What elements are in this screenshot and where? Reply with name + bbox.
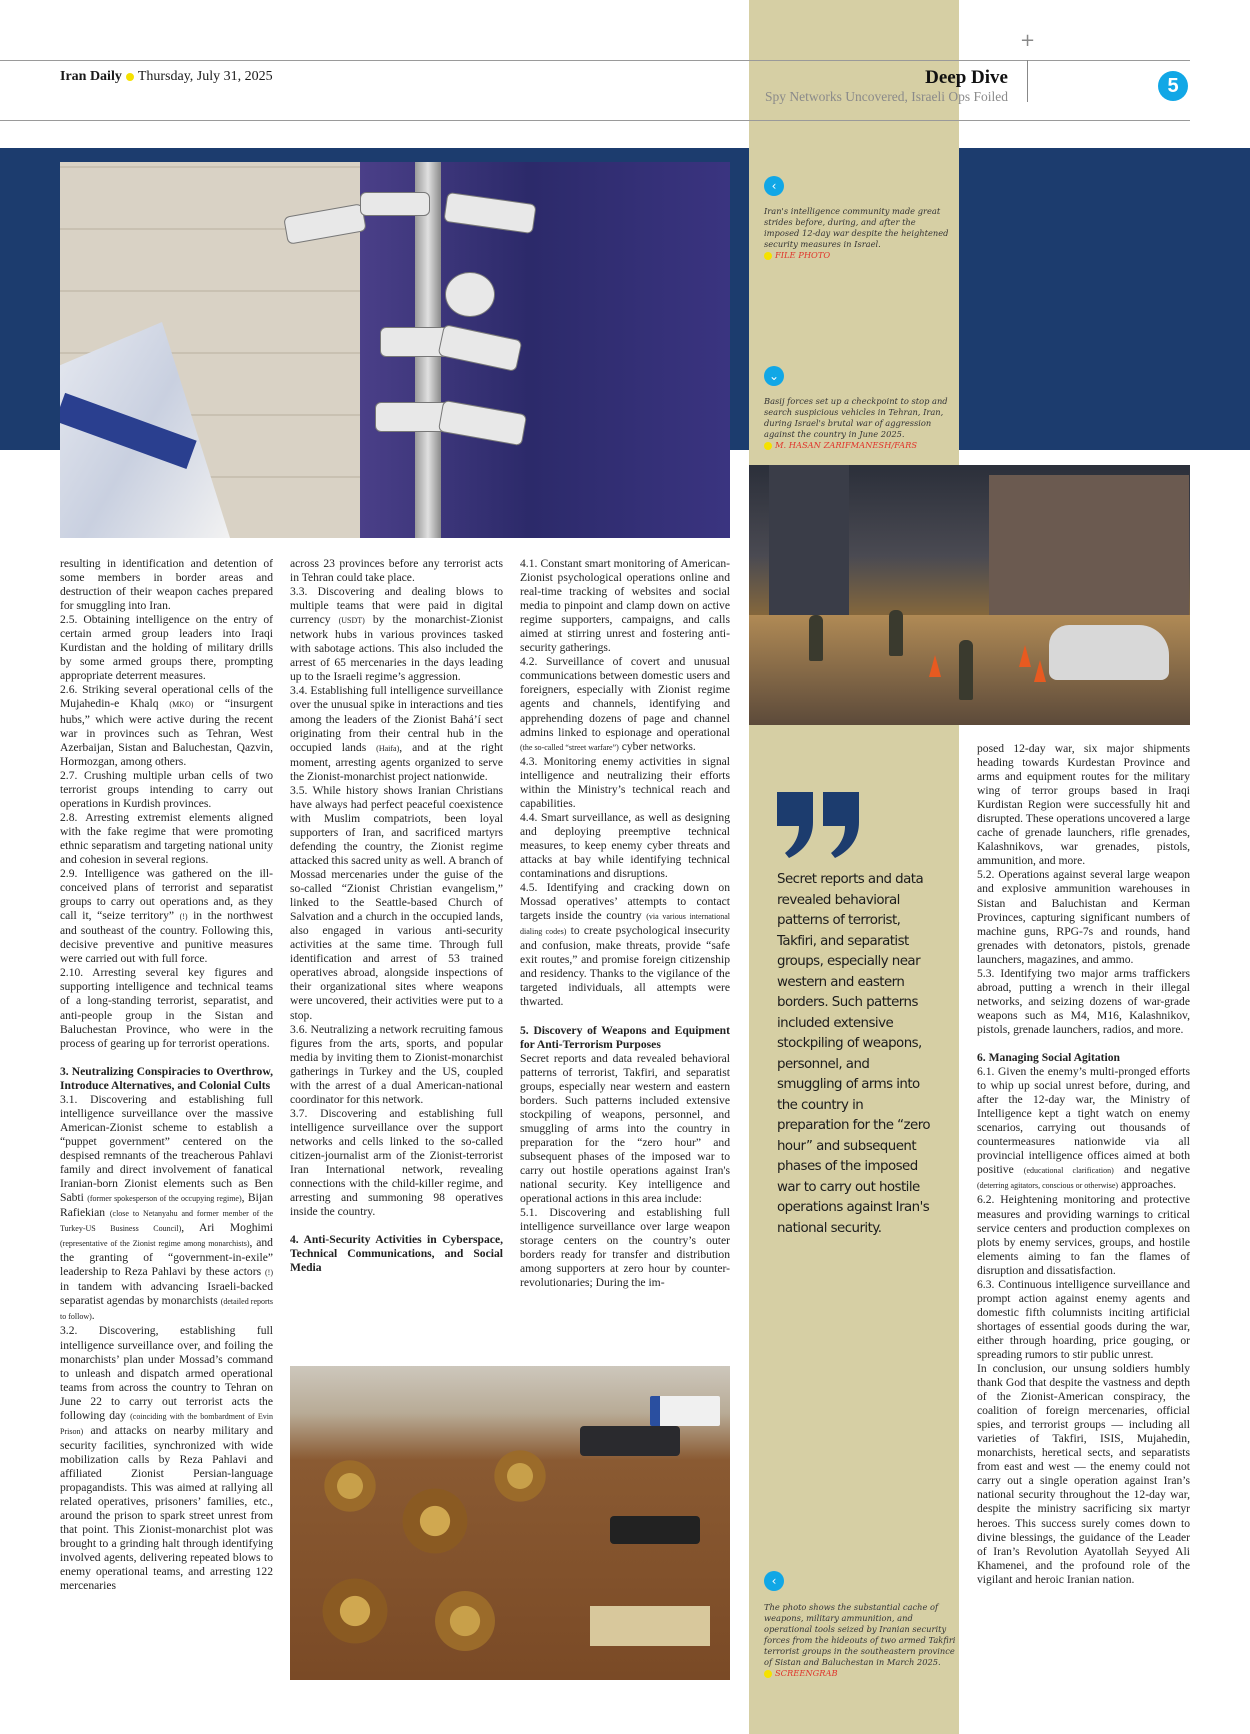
paragraph: 2.7. Crushing multiple urban cells of two terrorist groups intending to carry out operations in Kurdish provinces.	[60, 768, 273, 810]
paragraph: 5.1. Discovering and establishing full intelligence surveillance over large weapon storage centers on the country’s outer borders ready for transfer and distribution among supporters at zero hour by counter-revolutionaries; During the im-	[520, 1206, 730, 1290]
photo-weapons-cache	[290, 1366, 730, 1680]
text-run: and negative	[1113, 1163, 1190, 1177]
inline-note: (deterring agitators, conscious or otherwise)	[977, 1181, 1119, 1191]
text-run: and attacks on nearby military and security facilities, synchronized with wide mobilization calls by Reza Pahlavi and affiliated Zionist Persian-language propagandists. This was aimed at rallying all related operatives, prisoners’ families, etc., around the prison to spark street unrest from that point. This Zionist-monarchist plot was brought to a grinding halt through identifying involved agents, delivering repeated blows to enemy operational teams, and arresting 122 mercenaries	[60, 1423, 273, 1593]
photo-surveillance-cameras	[60, 162, 730, 538]
photo-caption	[764, 206, 949, 261]
inline-note: (the so-called “street warfare”)	[520, 742, 619, 752]
photo-caption	[764, 396, 949, 451]
header-top-rule	[0, 60, 1190, 61]
paragraph: 2.8. Arresting extremist elements aligned with the fake regime that were promoting ethnic separatism and targeting national unity and cohesion in several regions.	[60, 810, 273, 866]
paragraph	[60, 1093, 273, 1325]
text-run: 4.2. Surveillance of covert and unusual communications between domestic users and foreigners, especially with Zionist regime agents and channels, identifying and apprehending dozens of page and channel admins linked to espionage and operational	[520, 655, 730, 739]
inline-note: (via various international dialing codes)	[520, 912, 731, 937]
section-heading: 5. Discovery of Weapons and Equipment for Anti-Terrorism Purposes	[520, 1023, 730, 1051]
paragraph: 3.5. While history shows Iranian Christians have always had perfect peaceful coexistence with Muslim compatriots, been loyal supporters of Iran, and sacrificed martyrs defending the country, the Zionist regime attacked this sacred unity as well. A branch of Mossad mercenaries under the guise of the so-called “Zionist Christian evangelism,” linked to the Seattle-based Church of Salvation and a church in the occupied lands, also engaged in various anti-security activities at the same time. Through full identification and arrest of 53 trained operatives abroad, alongside inspections of their organizational sites where weapons were uncovered, their activities were put to a stop.	[290, 783, 503, 1022]
paper-name: Iran Daily	[60, 69, 122, 84]
paragraph: 3.6. Neutralizing a network recruiting famous figures from the arts, sports, and popular media by inviting them to Zionist-monarchist gatherings in Turkey and the US, coupled with the arrest of a dual American-national coordinator for this network.	[290, 1022, 503, 1106]
ammo-ring-shape	[320, 1576, 390, 1646]
header-bottom-rule	[0, 120, 1190, 121]
paragraph: 4.1. Constant smart monitoring of American-Zionist psychological operations online and real-time tracking of websites and social media to pinpoint and clamp down on active regime supporters, campaigns, and calls aimed at stirring unrest and fostering anti-security gatherings.	[520, 557, 730, 655]
text-run: , and at the right moment, arresting agents organized to serve the Zionist-monarchist project nationwide.	[290, 740, 503, 783]
bullet-dot-icon	[764, 1670, 772, 1678]
text-run: , Bijan Rafiekian	[60, 1191, 273, 1220]
person-shape	[959, 640, 973, 700]
photo-building-detail	[769, 465, 849, 615]
text-run: cyber networks.	[618, 739, 696, 753]
chevron-left-icon[interactable]: ‹	[764, 1571, 784, 1591]
documents-shape	[590, 1606, 710, 1646]
text-run: by the monarchist-Zionist network hubs in various provinces tasked with sabotage actions. This also included the arrest of 65 mercenaries in the days leading up to the Israeli regime’s aggression.	[290, 613, 503, 684]
paragraph: 3.7. Discovering and establishing full intelligence surveillance over the support networks and cells linked to the so-called citizen-journalist arm of the Zionist-terrorist Iran International network, revealing connections with the child-killer regime, and arresting and summoning 98 operatives inside the country.	[290, 1106, 503, 1219]
text-run: 2.9. Intelligence was gathered on the ill-conceived plans of terrorist and separatist groups to carry out operations and, as they call it, “seize territory”	[60, 867, 273, 923]
photo-building-detail	[989, 475, 1189, 615]
bullet-dot-icon	[126, 73, 134, 81]
quote-marks-icon	[775, 790, 865, 860]
license-plate-shape	[650, 1396, 720, 1426]
paragraph	[520, 655, 730, 754]
section-heading: 6. Managing Social Agitation	[977, 1050, 1121, 1064]
ammo-ring-shape	[430, 1586, 500, 1656]
inline-note: (coinciding with the bombardment of Evin Prison)	[60, 1411, 274, 1436]
text-run: approaches.	[1118, 1178, 1177, 1192]
credit-text: M. HASAN ZARIFMANESH/FARS	[775, 440, 918, 450]
camera-shape	[438, 400, 527, 446]
section-title: Deep Dive	[925, 67, 1008, 88]
navy-band	[959, 148, 1250, 450]
traffic-cone-shape	[1034, 660, 1046, 682]
ammo-ring-shape	[490, 1446, 550, 1506]
inline-note: (MKO)	[169, 700, 194, 710]
credit-text: FILE PHOTO	[775, 250, 831, 260]
chevron-down-icon[interactable]: ⌄	[764, 366, 784, 386]
text-run: 3.4. Establishing full intelligence surveillance over the unusual spike in interactions and ties among the leaders of the Zionist Bahá’í sect originating from their central hub in the occupied lands	[290, 684, 503, 754]
traffic-cone-shape	[1019, 645, 1031, 667]
text-run: 3.2. Discovering, establishing full intelligence surveillance over, and foiling the monarchists’ plan under Mossad’s command to unleash and dispatch armed operational teams from across the country to Tehran on June 22 to carry out terrorist acts the following day	[60, 1324, 273, 1422]
pistol-shape	[580, 1426, 680, 1456]
paragraph: Secret reports and data revealed behavioral patterns of terrorist, Takfiri, and separatist groups, especially near western and eastern borders. Such patterns included extensive stockpiling of weapons, personnel, and smuggling of arms into the country in preparation for the “zero hour” and subsequent phases of the imposed war to carry out hostile operations against Iran's national security. Key intelligence and operational actions in this area include:	[520, 1051, 730, 1206]
paragraph	[60, 1324, 273, 1593]
inline-note: (!)	[179, 912, 188, 922]
paragraph	[290, 684, 503, 783]
photo-checkpoint	[749, 465, 1190, 725]
inline-note: (representative of the Zionist regime among monarchists)	[60, 1239, 250, 1249]
text-run: , Ari Moghimi	[181, 1221, 274, 1235]
pull-quote: Secret reports and data revealed behavioral patterns of terrorist, Takfiri, and separatist groups, especially near western and eastern borders. Such patterns included extensive stockpiling of weapons, personnel, and smuggling of arms into the country in preparation for the “zero hour” and subsequent phases of the imposed war to carry out hostile operations against Iran's national security.	[777, 872, 931, 1236]
camera-shape	[438, 324, 523, 372]
paragraph: resulting in identification and detention of some members in border areas and destruction of their weapon caches prepared for smuggling into Iran.	[60, 557, 273, 613]
inline-note: (educational clarification)	[1023, 1166, 1114, 1176]
photo-credit	[764, 1668, 959, 1679]
issue-date: Thursday, July 31, 2025	[137, 69, 273, 84]
dome-camera-shape	[445, 272, 495, 317]
text-run: or “insurgent hubs,” which were active during the recent war in provinces such as Tehran, West Azerbaijan, Sistan and Baluchestan, Qazvin, Hormozgan, among others.	[60, 697, 273, 768]
text-run: .	[91, 1309, 95, 1323]
photo-caption	[764, 1602, 959, 1679]
text-run: 4.5. Identifying and cracking down on Mossad operatives’ attempts to contact targets inside the country	[520, 881, 730, 923]
paragraph: 6.2. Heightening monitoring and protective measures and providing warnings to critical service centers and production complexes on plots by enemy services, groups, and hostile elements aiming to fan the flames of disruption and dissatisfaction.	[977, 1193, 1190, 1277]
crop-plus-mark: +	[1020, 30, 1036, 51]
text-run: 6.1. Given the enemy’s multi-pronged efforts to whip up social unrest before, during, and after the 12-day war, the Ministry of Intelligence kept a tight watch on enemy scenarios, carrying out thousands of countermeasures nationwide via all provincial intelligence offices aimed at both positive	[977, 1065, 1190, 1177]
text-run: to create psychological insecurity and confusion, make threats, provide “safe exit routes,” and promise foreign citizenship and residency. Thanks to the vigilance of the targeted individuals, all attempts were thwarted.	[520, 924, 730, 1009]
photo-credit	[764, 440, 949, 451]
paragraph: posed 12-day war, six major shipments heading towards Kurdestan Province and arms and equipment routes for the military wing of terror groups based in Iraqi Kurdistan Region were successfully hit and disrupted. These operations uncovered a large cache of grenade launchers, rifle grenades, Kalashnikovs, war grenades, pistols, ammunition, and more.	[977, 742, 1190, 868]
paragraph: across 23 provinces before any terrorist acts in Tehran could take place.	[290, 557, 503, 585]
paragraph: 6.3. Continuous intelligence surveillance and prompt action against enemy agents and domestic fifth columnists inciting artificial shortages of essential goods during the war, either through hoarding, price gouging, or spreading rumors to stir public unrest.	[977, 1277, 1190, 1361]
bullet-dot-icon	[764, 252, 772, 260]
article-column-4	[977, 742, 1190, 1587]
paragraph	[520, 881, 730, 1009]
paragraph	[977, 1065, 1190, 1193]
text-run: in the northwest and southeast of the country. Following this, decisive preventive and punitive measures were carried out with full force.	[60, 909, 273, 966]
caption-text: Basij forces set up a checkpoint to stop and search suspicious vehicles in Tehran, Iran, during Israel's brutal war of aggression against the country in June 2025.	[764, 396, 948, 439]
chevron-left-icon[interactable]: ‹	[764, 176, 784, 196]
ammo-ring-shape	[320, 1456, 380, 1516]
paragraph: In conclusion, our unsung soldiers humbly thank God that despite the vastness and depth of the Zionist-American conspiracy, the coalition of foreign mercenaries, official spies, and terrorist groups — including all varieties of Takfiri, ISIS, Mujahedin, monarchists, heretical sects, and separatists from east and west — the enemy could not carry out a single operation against Iran’s national security throughout the 12-day war, despite the ministry sacrificing six martyr heroes. This success surely comes down to divine blessings, the guidance of the Leader of Iran’s Revolution Ayatollah Seyyed Ali Khamenei, and the profound role of the vigilant and heroic Iranian nation.	[977, 1362, 1190, 1586]
article-column-3	[520, 557, 730, 1290]
text-run: , and the granting of “government-in-exile” leadership to Reza Pahlavi by these actors	[60, 1236, 273, 1279]
paragraph	[60, 867, 273, 966]
inline-note: (Haifa)	[376, 743, 400, 753]
inline-note: (former spokesperson of the occupying regime)	[87, 1194, 242, 1204]
inline-note: (close to Netanyahu and former member of the Turkey-US Business Council)	[60, 1209, 273, 1234]
text-run: 2.6. Striking several operational cells of the Mujahedin-e Khalq	[60, 683, 273, 711]
pistol-shape	[610, 1516, 700, 1544]
paragraph: 4.4. Smart surveillance, as well as designing and deploying preemptive technical measures, to keep enemy cyber threats and attacks at bay while identifying technical contaminations and disruptions.	[520, 810, 730, 881]
section-subtitle: Spy Networks Uncovered, Israeli Ops Foiled	[765, 89, 1008, 104]
person-shape	[809, 615, 823, 661]
section-heading: 4. Anti-Security Activities in Cyberspace, Technical Communications, and Social Media	[290, 1233, 503, 1275]
masthead	[60, 69, 273, 85]
camera-shape	[443, 192, 536, 234]
paragraph: 5.3. Identifying two major arms traffickers abroad, putting a wrench in their illegal networks, and seizing dozens of war-grade weapons such as M4, M16, Kalashnikov, pistols, grenade launchers, radios, and more.	[977, 966, 1190, 1036]
paragraph: 5.2. Operations against several large weapon and explosive ammunition warehouses in Sistan and Baluchistan and Kerman Provinces, capturing significant numbers of machine guns, RPG-7s and rounds, hand grenades with detonators, pistols, grenade launchers, magazines, and ammo.	[977, 868, 1190, 966]
paragraph	[290, 585, 503, 684]
inline-note: (USDT)	[338, 616, 365, 626]
section-heading: 3. Neutralizing Conspiracies to Overthrow, Introduce Alternatives, and Colonial Cults	[60, 1064, 273, 1092]
paragraph	[60, 683, 273, 768]
inline-note: (!)	[265, 1268, 273, 1278]
photo-car-detail	[1049, 625, 1169, 680]
caption-text: Iran's intelligence community made great strides before, during, and after the imposed 12-day war despite the heightened security measures in Israel.	[764, 206, 949, 249]
traffic-cone-shape	[929, 655, 941, 677]
paragraph: 4.3. Monitoring enemy activities in signal intelligence and neutralizing their efforts within the Ministry’s technical reach and capabilities.	[520, 754, 730, 810]
article-column-1	[60, 557, 273, 1593]
text-run: 3.1. Discovering and establishing full intelligence surveillance over the massive American-Zionist scheme to establish a “puppet government” centered on the despised remnants of the treacherous Pahlavi family and direct involvement of fanatical Iranian-born Zionist elements such as Ben Sabti	[60, 1092, 273, 1205]
inline-note: (detailed reports to follow)	[60, 1297, 273, 1322]
paragraph: 2.10. Arresting several key figures and supporting intelligence and technical teams of a long-standing terrorist, separatist, and anti-people group in the Sistan and Baluchestan Province, who were in the process of gearing up for terrorist operations.	[60, 966, 273, 1050]
text-run: in tandem with advancing Israeli-backed separatist agendas by monarchists	[60, 1280, 273, 1308]
caption-text: The photo shows the substantial cache of weapons, military ammunition, and operational tools seized by Iranian security forces from the hideouts of two armed Takfiri terrorist groups in the southeastern province of Sistan and Baluchestan in March 2025.	[764, 1602, 956, 1667]
person-shape	[889, 610, 903, 656]
camera-shape	[360, 192, 430, 216]
article-column-2	[290, 557, 503, 1275]
photo-credit	[764, 250, 949, 261]
page-number-badge: 5	[1158, 71, 1188, 101]
text-run: 3.3. Discovering and dealing blows to multiple teams that were paid in digital currency	[290, 585, 503, 627]
ammo-ring-shape	[400, 1486, 470, 1556]
paragraph: 2.5. Obtaining intelligence on the entry of certain armed group leaders into Iraqi Kurdistan and the holding of military drills by some armed groups there, prompting appropriate deterrent measures.	[60, 613, 273, 683]
credit-text: SCREENGRAB	[775, 1668, 838, 1678]
header-divider	[1027, 60, 1028, 102]
bullet-dot-icon	[764, 442, 772, 450]
